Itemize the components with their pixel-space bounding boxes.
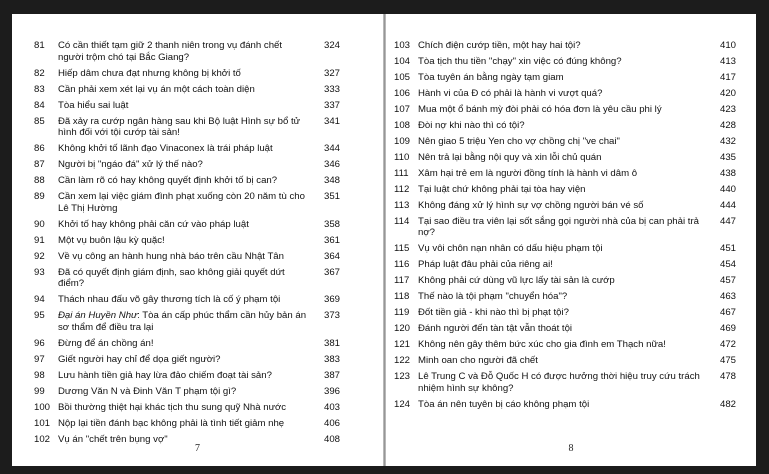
- toc-entry: [394, 136, 736, 148]
- entry-title: Về vụ công an hành hung nhà báo trên cầu Nhật Tân: [58, 250, 284, 262]
- toc-entry: [34, 310, 340, 333]
- entry-number: 113: [394, 199, 410, 211]
- toc-entry: [34, 402, 340, 414]
- toc-entry: [394, 355, 736, 367]
- entry-title: Không đáng xử lý hình sự vợ chồng người bán vé số: [418, 199, 644, 211]
- entry-page: 364: [323, 250, 340, 262]
- entry-title: Chích điện cướp tiền, một hay hai tội?: [418, 40, 581, 51]
- entry-number: 119: [394, 307, 410, 319]
- entry-number: 112: [394, 183, 410, 195]
- entry-page: 346: [323, 159, 340, 171]
- entry-number: 97: [34, 353, 45, 365]
- toc-entry: [394, 72, 736, 84]
- entry-title: Người bị "ngáo đá" xử lý thế nào?: [58, 159, 203, 171]
- entry-page: 472: [719, 339, 736, 351]
- entry-title: Thách nhau đấu võ gây thương tích là cố ý phạm tội: [58, 294, 281, 306]
- entry-number: 122: [394, 355, 411, 367]
- entry-number: 111: [394, 167, 409, 179]
- entry-number: 114: [394, 215, 410, 227]
- entry-number: 98: [34, 369, 45, 381]
- entry-title: Xâm hại trẻ em là người đồng tính là hành vi dâm ô: [418, 167, 638, 179]
- entry-number: 100: [34, 401, 51, 413]
- entry-number: 92: [34, 250, 45, 262]
- toc-entry: [34, 338, 340, 350]
- entry-title: Vụ vôi chôn nạn nhân có dấu hiệu phạm tội: [418, 243, 603, 255]
- entry-title: Cần phải xem xét lại vụ án một cách toàn diện: [58, 83, 255, 95]
- entry-number: 110: [394, 151, 410, 163]
- entry-page: 428: [719, 119, 736, 131]
- entry-page: 420: [719, 87, 736, 99]
- toc-entry: [34, 354, 340, 366]
- toc-entry: [34, 116, 340, 139]
- toc-entry: [34, 191, 340, 214]
- entry-page: 408: [323, 433, 340, 445]
- toc-entry: [394, 399, 736, 411]
- entry-number: 123: [394, 371, 411, 383]
- entry-number: 120: [394, 323, 411, 335]
- toc-entry: [34, 418, 340, 430]
- toc-entry: [34, 68, 340, 80]
- entry-page: 403: [323, 401, 340, 413]
- entry-title: Đại án Huyền Như: Tòa án cấp phúc thẩm cần hủy bản án sơ thẩm để điều tra lại: [58, 310, 307, 333]
- entry-page: 444: [719, 199, 736, 211]
- entry-number: 108: [394, 119, 411, 131]
- entry-title: Lê Trung C và Đỗ Quốc H có được hưởng thời hiệu truy cứu trách nhiệm hình sự không?: [418, 371, 700, 394]
- entry-title: Bồi thường thiệt hại khác tịch thu sung quỹ Nhà nước: [58, 401, 287, 413]
- toc-entry: [34, 143, 340, 155]
- entry-title: Vụ án "chết trên bụng vợ": [58, 433, 168, 445]
- entry-number: 99: [34, 385, 45, 397]
- entry-page: 440: [719, 183, 736, 195]
- entry-number: 106: [394, 87, 411, 99]
- entry-page: 337: [323, 99, 340, 111]
- toc-entry: [34, 370, 340, 382]
- entry-title: Đã xảy ra cướp ngân hàng sau khi Bộ luật Hình sự bổ tử hình đối với tội cướp tài sản!: [58, 115, 301, 139]
- toc-entry: [394, 152, 736, 164]
- entry-page: 463: [719, 291, 736, 303]
- entry-number: 84: [34, 99, 45, 111]
- toc-entry: [394, 371, 736, 394]
- entry-page: 454: [719, 259, 736, 271]
- entry-number: 102: [34, 433, 51, 445]
- toc-entry: [34, 40, 340, 63]
- entry-title: Nên trả lại bằng nội quy và xin lỗi chủ quán: [418, 151, 602, 163]
- entry-number: 124: [394, 398, 411, 410]
- entry-title: Hành vi của Đ có phải là hành vi vượt quá?: [418, 87, 603, 99]
- entry-title: Hiếp dâm chưa đạt nhưng không bị khởi tố: [58, 67, 241, 79]
- entry-number: 107: [394, 103, 411, 115]
- entry-title: Đốt tiền giả - khi nào thì bị phạt tội?: [418, 307, 569, 319]
- toc-entry: [394, 216, 736, 239]
- toc-list-right: [394, 40, 736, 415]
- entry-page: 410: [719, 40, 736, 51]
- entry-page: 351: [323, 191, 340, 203]
- toc-entry: [34, 294, 340, 306]
- entry-number: 83: [34, 83, 45, 95]
- toc-entry: [34, 267, 340, 290]
- right-page: [386, 14, 756, 466]
- entry-title: Không nên gây thêm bức xúc cho gia đình em Thạch nữa!: [418, 339, 666, 351]
- entry-number: 104: [394, 55, 411, 67]
- entry-title: Không phải cứ dùng vũ lực lấy tài sản là cướp: [418, 275, 615, 287]
- toc-entry: [394, 200, 736, 212]
- entry-title: Pháp luật đâu phải của riêng ai!: [418, 259, 553, 271]
- entry-page: 413: [719, 55, 736, 67]
- toc-entry: [34, 251, 340, 263]
- toc-entry: [34, 386, 340, 398]
- entry-number: 116: [394, 259, 410, 271]
- entry-page: 475: [719, 355, 736, 367]
- entry-title: Có cần thiết tạm giữ 2 thanh niên trong vụ đánh chết người trộm chó tại Bắc Giang?: [58, 40, 283, 63]
- toc-entry: [394, 168, 736, 180]
- left-page: [12, 14, 383, 466]
- entry-title: Thế nào là tội phạm "chuyển hóa"?: [418, 291, 568, 303]
- toc-entry: [394, 88, 736, 100]
- entry-page: 361: [323, 234, 340, 246]
- entry-number: 89: [34, 191, 45, 203]
- entry-page: 457: [719, 275, 736, 287]
- toc-entry: [394, 40, 736, 52]
- entry-page: 438: [719, 167, 736, 179]
- entry-title: Không khởi tố lãnh đạo Vinaconex là trái pháp luật: [58, 143, 273, 155]
- toc-entry: [34, 175, 340, 187]
- entry-page: 383: [323, 353, 340, 365]
- toc-entry: [394, 104, 736, 116]
- entry-page: 417: [719, 71, 736, 83]
- toc-entry: [34, 100, 340, 112]
- entry-page: 333: [323, 83, 340, 95]
- entry-number: 87: [34, 159, 45, 171]
- entry-number: 118: [394, 291, 410, 303]
- entry-number: 88: [34, 175, 45, 187]
- entry-number: 81: [34, 40, 45, 51]
- entry-title: Cần xem lại việc giám đình phạt xuống còn 20 năm tù cho Lê Thị Hường: [58, 191, 305, 214]
- entry-title: Nên giao 5 triệu Yen cho vợ chồng chị "ve chai": [418, 135, 620, 147]
- entry-page: 348: [323, 175, 340, 187]
- entry-page: 341: [323, 115, 340, 127]
- toc-entry: [394, 275, 736, 287]
- entry-number: 115: [394, 243, 410, 255]
- entry-number: 86: [34, 143, 45, 155]
- entry-title: Khởi tố hay không phải căn cứ vào pháp luật: [58, 218, 249, 230]
- entry-page: 469: [719, 323, 736, 335]
- entry-number: 90: [34, 218, 45, 230]
- entry-page: 327: [323, 67, 340, 79]
- entry-number: 93: [34, 266, 45, 278]
- entry-title: Nộp lại tiền đánh bạc không phải là tình tiết giảm nhẹ: [58, 417, 285, 429]
- toc-entry: [394, 243, 736, 255]
- entry-number: 95: [34, 310, 45, 322]
- entry-page: 367: [323, 266, 340, 278]
- entry-title: Tại sao điều tra viên lại sốt sắng gọi người nhà của bị can phải trả nợ?: [418, 215, 699, 239]
- entry-page: 369: [323, 294, 340, 306]
- toc-entry: [34, 235, 340, 247]
- entry-number: 96: [34, 337, 45, 349]
- toc-entry: [394, 56, 736, 68]
- entry-number: 117: [394, 275, 410, 287]
- page-number: 7: [195, 443, 200, 454]
- entry-page: 451: [719, 243, 736, 255]
- entry-title: Đã có quyết định giám định, sao không giải quyết dứt điểm?: [58, 266, 285, 290]
- entry-page: 373: [323, 310, 340, 322]
- entry-number: 109: [394, 135, 411, 147]
- entry-title: Cần làm rõ có hay không quyết định khởi tố bị can?: [58, 175, 278, 187]
- entry-title: Tại luật chứ không phải tại tòa hay viện: [418, 183, 586, 195]
- entry-title: Đòi nợ khi nào thì có tội?: [418, 119, 525, 131]
- entry-page: 381: [323, 337, 340, 349]
- page-number: 8: [568, 443, 574, 454]
- entry-number: 101: [34, 417, 51, 429]
- entry-page: 423: [719, 103, 736, 115]
- entry-page: 435: [719, 151, 736, 163]
- entry-page: 432: [719, 135, 736, 147]
- toc-entry: [394, 323, 736, 335]
- entry-title: Tòa hiểu sai luật: [58, 99, 129, 111]
- entry-number: 121: [394, 339, 411, 351]
- entry-page: 467: [719, 307, 736, 319]
- entry-page: 396: [323, 385, 340, 397]
- toc-entry: [394, 291, 736, 303]
- entry-title: Giết người hay chỉ để dọa giết người?: [58, 353, 221, 365]
- toc-entry: [34, 219, 340, 231]
- toc-list-left: [34, 40, 340, 450]
- entry-title: Mua một ổ bánh mỳ đòi phải có hóa đơn là yêu cầu phi lý: [418, 103, 662, 115]
- entry-number: 94: [34, 294, 45, 306]
- entry-title: Tòa tịch thu tiền "chạy" xin việc có đúng không?: [418, 55, 622, 67]
- entry-title: Đánh người đến tàn tật vẫn thoát tội: [418, 323, 573, 335]
- entry-page: 358: [323, 218, 340, 230]
- entry-number: 82: [34, 67, 45, 79]
- entry-page: 482: [719, 398, 736, 410]
- toc-entry: [394, 307, 736, 319]
- entry-title: Tòa tuyên án bằng ngày tạm giam: [418, 71, 564, 83]
- toc-entry: [394, 339, 736, 351]
- entry-number: 103: [394, 40, 411, 51]
- entry-title: Tòa án nên tuyên bị cáo không phạm tội: [418, 398, 590, 410]
- entry-page: 324: [323, 40, 340, 51]
- entry-page: 478: [719, 371, 736, 383]
- entry-title: Một vụ buôn lậu kỳ quặc!: [58, 234, 165, 246]
- toc-entry: [34, 84, 340, 96]
- entry-number: 105: [394, 71, 411, 83]
- entry-page: 447: [719, 215, 736, 227]
- entry-title: Lưu hành tiền giả hay lừa đảo chiếm đoạt tài sản?: [58, 369, 272, 381]
- toc-entry: [34, 159, 340, 171]
- entry-title: Đừng để án chồng án!: [58, 337, 154, 349]
- entry-title: Minh oan cho người đã chết: [418, 355, 538, 367]
- entry-page: 406: [323, 417, 340, 429]
- toc-entry: [394, 120, 736, 132]
- entry-number: 85: [34, 115, 45, 127]
- toc-entry: [394, 259, 736, 271]
- toc-entry: [394, 184, 736, 196]
- entry-page: 387: [323, 369, 340, 381]
- entry-number: 91: [34, 234, 45, 246]
- entry-page: 344: [323, 143, 340, 155]
- entry-title: Dương Văn N và Đinh Văn T phạm tội gì?: [58, 385, 237, 397]
